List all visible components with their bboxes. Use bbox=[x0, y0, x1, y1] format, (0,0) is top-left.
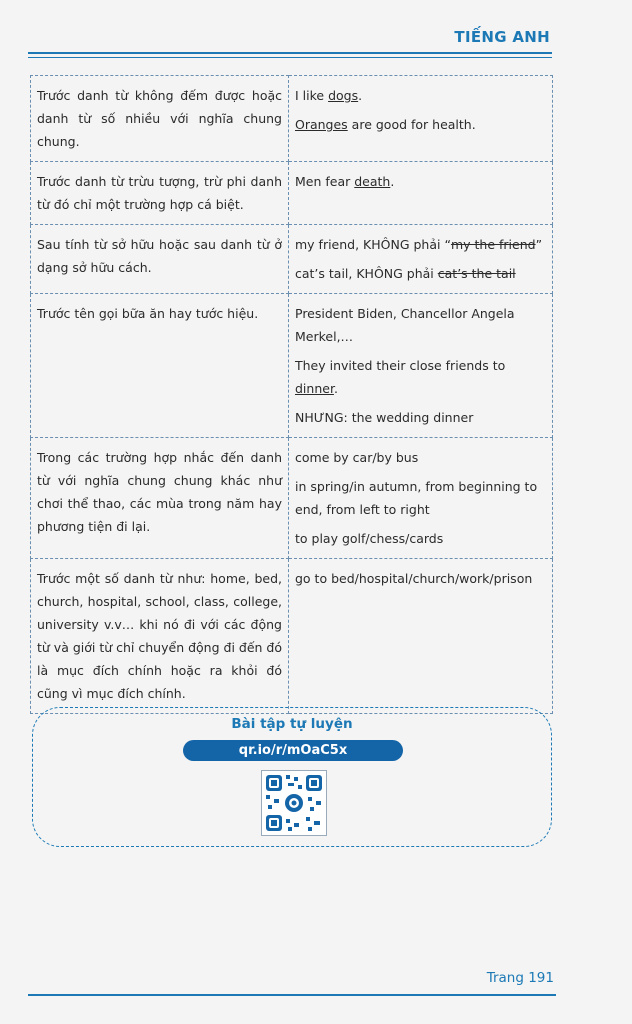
header-rule-thin bbox=[28, 57, 552, 58]
struck-phrase: my the friend bbox=[450, 237, 536, 252]
grammar-table bbox=[30, 75, 553, 714]
practice-link[interactable]: qr.io/r/mOaC5x bbox=[183, 740, 403, 761]
qr-code-graphic bbox=[262, 771, 326, 835]
example-line bbox=[295, 84, 546, 107]
underlined-word: dogs bbox=[328, 88, 359, 103]
example-line bbox=[295, 302, 546, 348]
practice-box bbox=[32, 707, 552, 847]
practice-title: Bài tập tự luyện bbox=[231, 716, 353, 732]
table-row bbox=[31, 294, 553, 438]
underlined-word: death bbox=[354, 174, 391, 189]
example-text: my friend, KHÔNG phải “ bbox=[295, 237, 451, 252]
example-line bbox=[295, 475, 546, 521]
example-cell bbox=[289, 294, 553, 438]
rule-cell: Trước danh từ không đếm được hoặc danh từ số nhiều với nghĩa chung chung. bbox=[31, 76, 289, 162]
table-row bbox=[31, 162, 553, 225]
example-text: . bbox=[390, 174, 395, 189]
example-line bbox=[295, 170, 546, 193]
underlined-word: Oranges bbox=[295, 117, 348, 132]
example-line bbox=[295, 354, 546, 400]
footer-rule bbox=[28, 994, 556, 996]
qr-code-icon[interactable] bbox=[261, 770, 327, 836]
table-row bbox=[31, 559, 553, 714]
subject-title: TIẾNG ANH bbox=[454, 28, 550, 46]
example-line bbox=[295, 233, 546, 256]
example-text: . bbox=[358, 88, 363, 103]
example-text: ” bbox=[535, 237, 543, 252]
header-rule bbox=[28, 52, 552, 54]
example-line bbox=[295, 527, 546, 550]
example-cell bbox=[289, 438, 553, 559]
example-text: They invited their close friends to bbox=[295, 358, 506, 373]
example-line bbox=[295, 406, 546, 429]
example-text: to play golf/chess/cards bbox=[295, 531, 444, 546]
example-text: . bbox=[333, 381, 338, 396]
example-text: in spring/in autumn, from beginning to end, from left to right bbox=[295, 479, 538, 517]
rule-cell: Trong các trường hợp nhắc đến danh từ với nghĩa chung chung khác như chơi thể thao, các mùa trong năm hay phương tiện đi lại. bbox=[31, 438, 289, 559]
rule-cell: Trước tên gọi bữa ăn hay tước hiệu. bbox=[31, 294, 289, 438]
example-text: I like bbox=[295, 88, 329, 103]
table-row bbox=[31, 225, 553, 294]
example-text: NHƯNG: the wedding dinner bbox=[295, 410, 474, 425]
example-line bbox=[295, 113, 546, 136]
rule-cell: Trước một số danh từ như: home, bed, church, hospital, school, class, college, university v.v… khi nó đi với các động từ và giới từ chỉ chuyển động đi đến đó là mục đích chính hoặc ra khỏi đó cũng vì mục đích chính. bbox=[31, 559, 289, 714]
example-text: Men fear bbox=[295, 174, 355, 189]
underlined-word: dinner bbox=[295, 381, 334, 396]
example-text: are good for health. bbox=[347, 117, 476, 132]
table-row bbox=[31, 76, 553, 162]
example-cell bbox=[289, 225, 553, 294]
example-text: go to bed/hospital/church/work/prison bbox=[295, 571, 533, 586]
example-line bbox=[295, 262, 546, 285]
example-text: come by car/by bus bbox=[295, 450, 419, 465]
example-cell bbox=[289, 162, 553, 225]
struck-phrase: cat’s the tail bbox=[437, 266, 516, 281]
rule-cell: Sau tính từ sở hữu hoặc sau danh từ ở dạng sở hữu cách. bbox=[31, 225, 289, 294]
table-row bbox=[31, 438, 553, 559]
example-text: President Biden, Chancellor Angela Merkel,… bbox=[295, 306, 515, 344]
example-cell bbox=[289, 76, 553, 162]
example-text: cat’s tail, KHÔNG phải bbox=[295, 266, 438, 281]
page-number: Trang 191 bbox=[486, 970, 554, 986]
rule-cell: Trước danh từ trừu tượng, trừ phi danh từ đó chỉ một trường hợp cá biệt. bbox=[31, 162, 289, 225]
example-cell bbox=[289, 559, 553, 714]
example-line bbox=[295, 446, 546, 469]
example-line bbox=[295, 567, 546, 590]
